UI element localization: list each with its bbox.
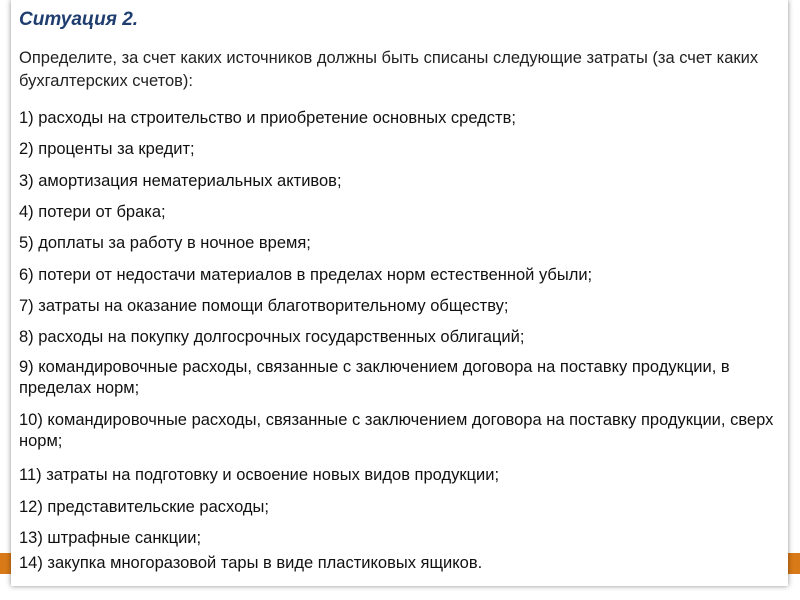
intro-text: Определите, за счет каких источников должны быть списаны следующие затраты (за счет каких бухгалтерских счетов): — [19, 49, 759, 90]
list-item: 1) расходы на строительство и приобретение основных средств; — [19, 109, 516, 127]
content-panel — [11, 0, 788, 586]
list-item: 5) доплаты за работу в ночное время; — [19, 234, 311, 252]
list-item: 4) потери от брака; — [19, 203, 166, 221]
list-item: 12) представительские расходы; — [19, 498, 269, 516]
list-item: 7) затраты на оказание помощи благотворительному обществу; — [19, 297, 509, 315]
list-item: 10) командировочные расходы, связанные с заключением договора на поставку продукции, сверх норм; — [19, 411, 774, 450]
list-item: 14) закупка многоразовой тары в виде пластиковых ящиков. — [19, 554, 483, 572]
list-item: 11) затраты на подготовку и освоение новых видов продукции; — [19, 466, 500, 484]
list-item: 13) штрафные санкции; — [19, 529, 202, 547]
list-item: 3) амортизация нематериальных активов; — [19, 172, 342, 190]
list-item: 6) потери от недостачи материалов в пределах норм естественной убыли; — [19, 266, 593, 284]
list-item: 8) расходы на покупку долгосрочных государственных облигаций; — [19, 328, 525, 346]
list-item: 2) проценты за кредит; — [19, 140, 195, 158]
slide-title: Ситуация 2. — [19, 9, 139, 30]
list-item: 9) командировочные расходы, связанные с заключением договора на поставку продукции, в пределах норм; — [19, 358, 730, 397]
